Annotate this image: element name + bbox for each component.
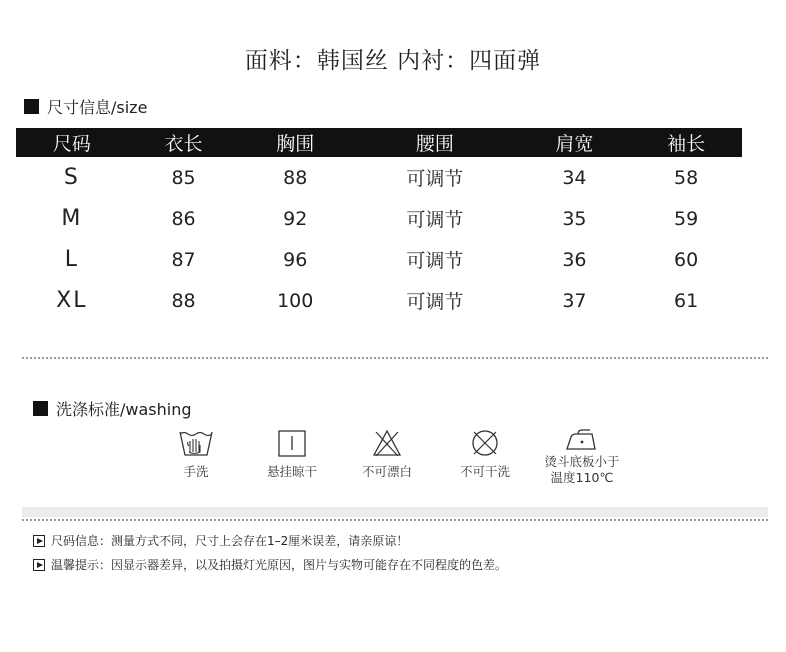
square-bullet-icon <box>33 401 48 416</box>
wash-item-no-bleach <box>332 428 442 480</box>
iron-icon <box>564 428 600 452</box>
wash-label: 不可漂白 <box>361 464 412 479</box>
cell-bust: 100 <box>277 289 314 312</box>
size-table <box>16 128 742 321</box>
cell-sleeve: 61 <box>674 289 699 312</box>
table-row <box>16 198 742 239</box>
note-color-tip <box>33 556 507 573</box>
square-bullet-icon <box>24 99 39 114</box>
header-length: 衣长 <box>128 128 240 157</box>
wash-item-no-dry-clean <box>430 428 540 480</box>
cell-shoulder: 35 <box>562 207 587 230</box>
page-title: 面料：韩国丝 内衬：四面弹 <box>244 48 542 74</box>
cell-shoulder: 37 <box>562 289 587 312</box>
cell-size: L <box>64 247 79 272</box>
cell-sleeve: 59 <box>674 207 699 230</box>
cell-length: 88 <box>171 289 196 312</box>
note-text: 温馨提示：因显示器差异，以及拍摄灯光原因，图片与实物可能存在不同程度的色差。 <box>51 558 508 572</box>
header-waist: 腰围 <box>351 128 519 157</box>
cell-waist: 可调节 <box>406 168 464 190</box>
cell-sleeve: 58 <box>674 166 699 189</box>
no-dry-clean-icon <box>469 428 501 458</box>
wash-item-hang-dry <box>237 428 347 480</box>
header-bust: 胸围 <box>239 128 351 157</box>
cell-waist: 可调节 <box>406 250 464 272</box>
wash-label: 悬挂晾干 <box>266 464 317 479</box>
cell-length: 86 <box>171 207 196 230</box>
wash-label: 烫斗底板小于 温度110℃ <box>544 454 620 485</box>
gray-band <box>22 507 768 517</box>
wash-section-label: 洗涤标准/washing <box>56 400 192 419</box>
cell-size: S <box>63 165 80 190</box>
hang-dry-icon <box>277 428 307 458</box>
table-row <box>16 239 742 280</box>
wash-item-hand-wash <box>141 428 251 480</box>
no-bleach-icon <box>371 428 403 458</box>
size-table-header-row <box>16 128 742 157</box>
cell-size: XL <box>56 288 88 313</box>
dotted-divider <box>22 357 768 359</box>
cell-sleeve: 60 <box>674 248 699 271</box>
size-section-label: 尺寸信息/size <box>47 98 148 117</box>
hand-wash-icon <box>178 428 214 458</box>
wash-item-iron <box>526 428 638 486</box>
header-sleeve: 袖长 <box>630 128 742 157</box>
size-section-heading <box>24 95 147 118</box>
wash-label: 手洗 <box>183 464 209 479</box>
header-shoulder: 肩宽 <box>519 128 631 157</box>
note-text: 尺码信息：测量方式不同，尺寸上会存在1–2厘米误差，请亲原谅！ <box>51 534 409 548</box>
cell-waist: 可调节 <box>406 291 464 313</box>
cell-shoulder: 36 <box>562 248 587 271</box>
play-triangle-icon <box>33 559 45 571</box>
table-row <box>16 157 742 198</box>
cell-bust: 96 <box>283 248 308 271</box>
cell-length: 85 <box>171 166 196 189</box>
table-row <box>16 280 742 321</box>
cell-bust: 92 <box>283 207 308 230</box>
cell-size: M <box>61 206 83 231</box>
wash-label: 不可干洗 <box>459 464 510 479</box>
dotted-divider <box>22 519 768 521</box>
wash-section-heading <box>33 397 192 420</box>
play-triangle-icon <box>33 535 45 547</box>
cell-length: 87 <box>171 248 196 271</box>
cell-bust: 88 <box>283 166 308 189</box>
note-size-info <box>33 532 408 549</box>
header-size: 尺码 <box>16 128 128 157</box>
cell-waist: 可调节 <box>406 209 464 231</box>
cell-shoulder: 34 <box>562 166 587 189</box>
